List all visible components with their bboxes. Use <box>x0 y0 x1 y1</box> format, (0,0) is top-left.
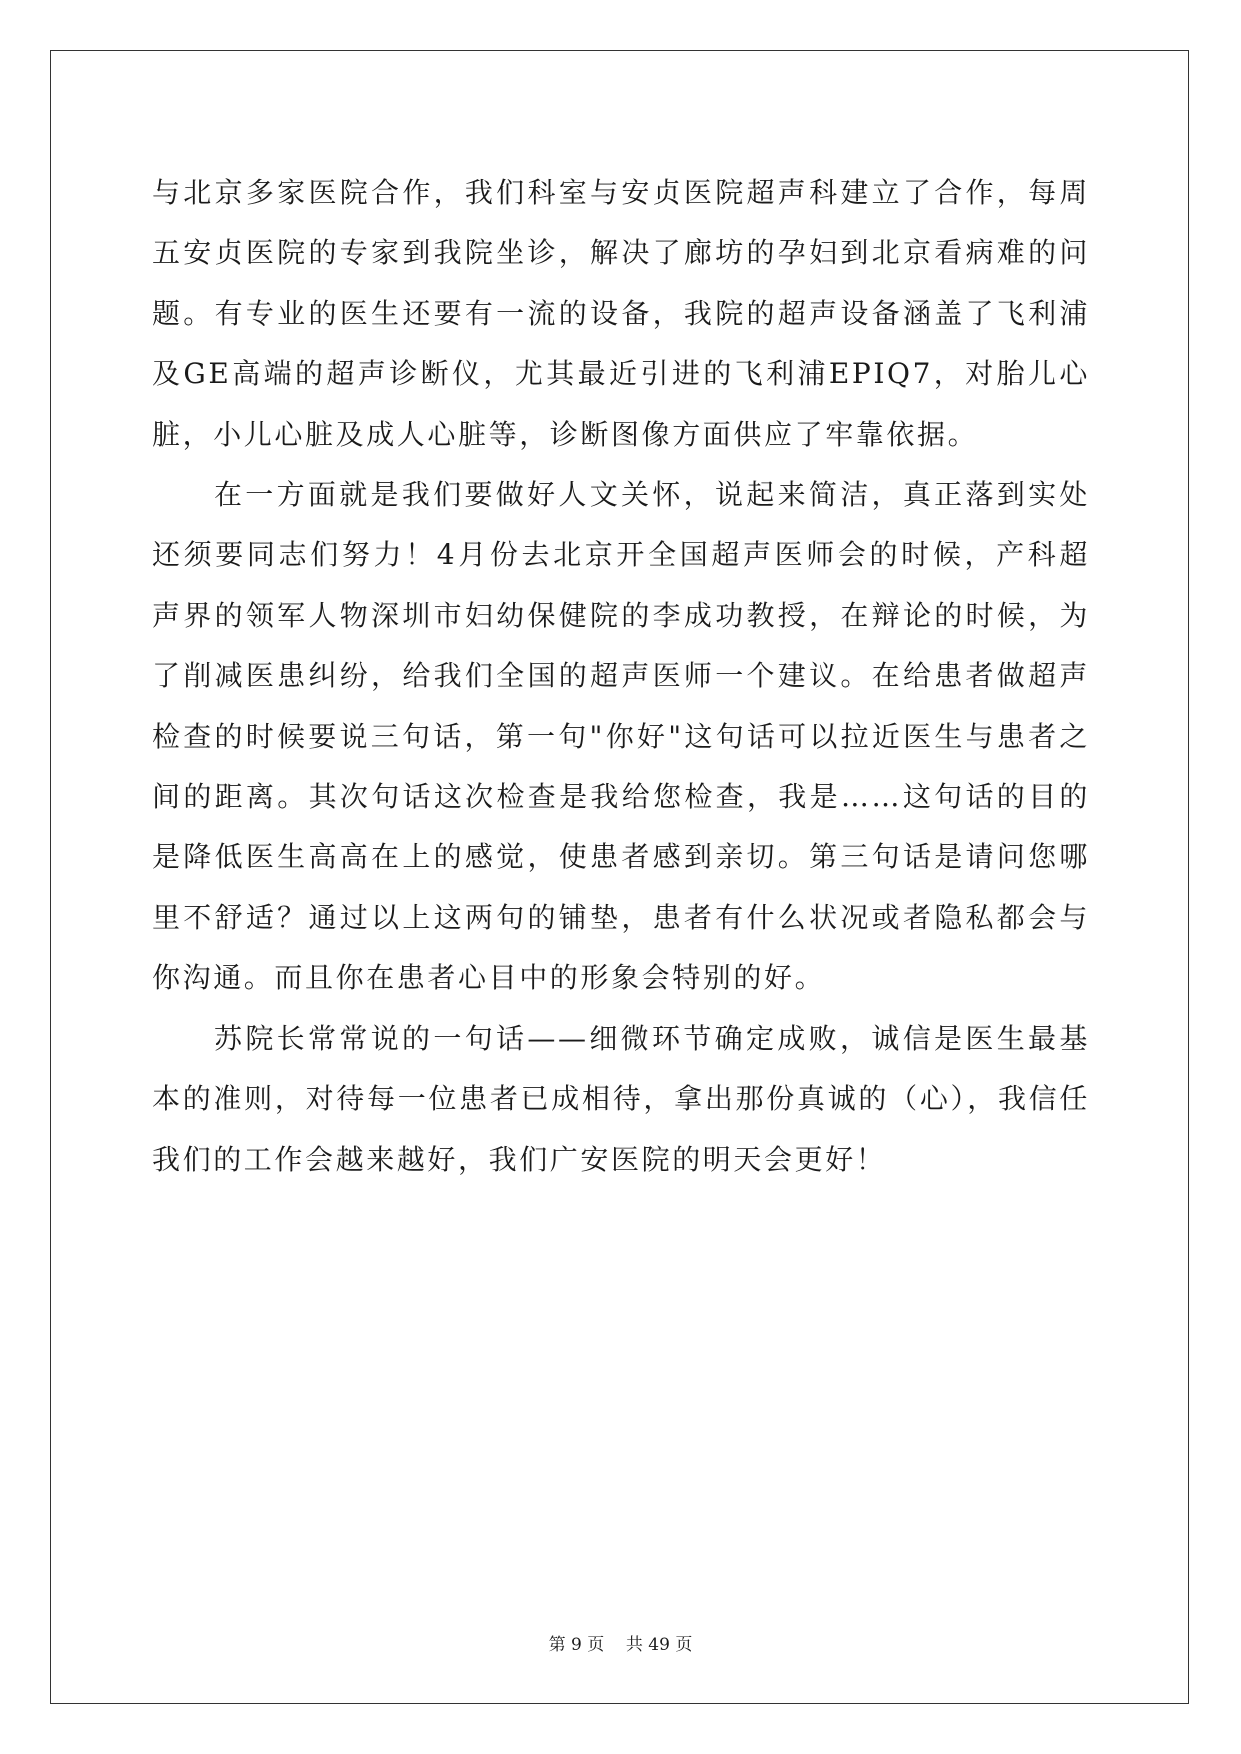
document-body <box>152 163 1090 1190</box>
paragraph-closing: 苏院长常常说的一句话——细微环节确定成败，诚信是医生最基本的准则，对待每一位患者已成相待，拿出那份真诚的（心），我信任我们的工作会越来越好，我们广安医院的明天会更好！ <box>152 1021 1090 1176</box>
paragraph-continued: 与北京多家医院合作，我们科室与安贞医院超声科建立了合作，每周五安贞医院的专家到我院坐诊，解决了廊坊的孕妇到北京看病难的问题。有专业的医生还要有一流的设备，我院的超声设备涵盖了飞利浦及GE高端的超声诊断仪，尤其最近引进的飞利浦EPIQ7，对胎儿心脏，小儿心脏及成人心脏等，诊断图像方面供应了牢靠依据。 <box>152 176 1090 451</box>
page-total: 共 49 页 <box>625 1635 693 1655</box>
page-footer <box>0 1630 1241 1655</box>
paragraph-humanistic-care: 在一方面就是我们要做好人文关怀，说起来简洁，真正落到实处还须要同志们努力！4月份去北京开全国超声医师会的时候，产科超声界的领军人物深圳市妇幼保健院的李成功教授，在辩论的时候，为了削减医患纠纷，给我们全国的超声医师一个建议。在给患者做超声检查的时候要说三句话，第一句"你好"这句话可以拉近医生与患者之间的距离。其次句话这次检查是我给您检查，我是……这句话的目的是降低医生高高在上的感觉，使患者感到亲切。第三句话是请问您哪里不舒适？通过以上这两句的铺垫，患者有什么状况或者隐私都会与你沟通。而且你在患者心目中的形象会特别的好。 <box>152 478 1090 995</box>
page-number: 第 9 页 <box>548 1635 605 1655</box>
